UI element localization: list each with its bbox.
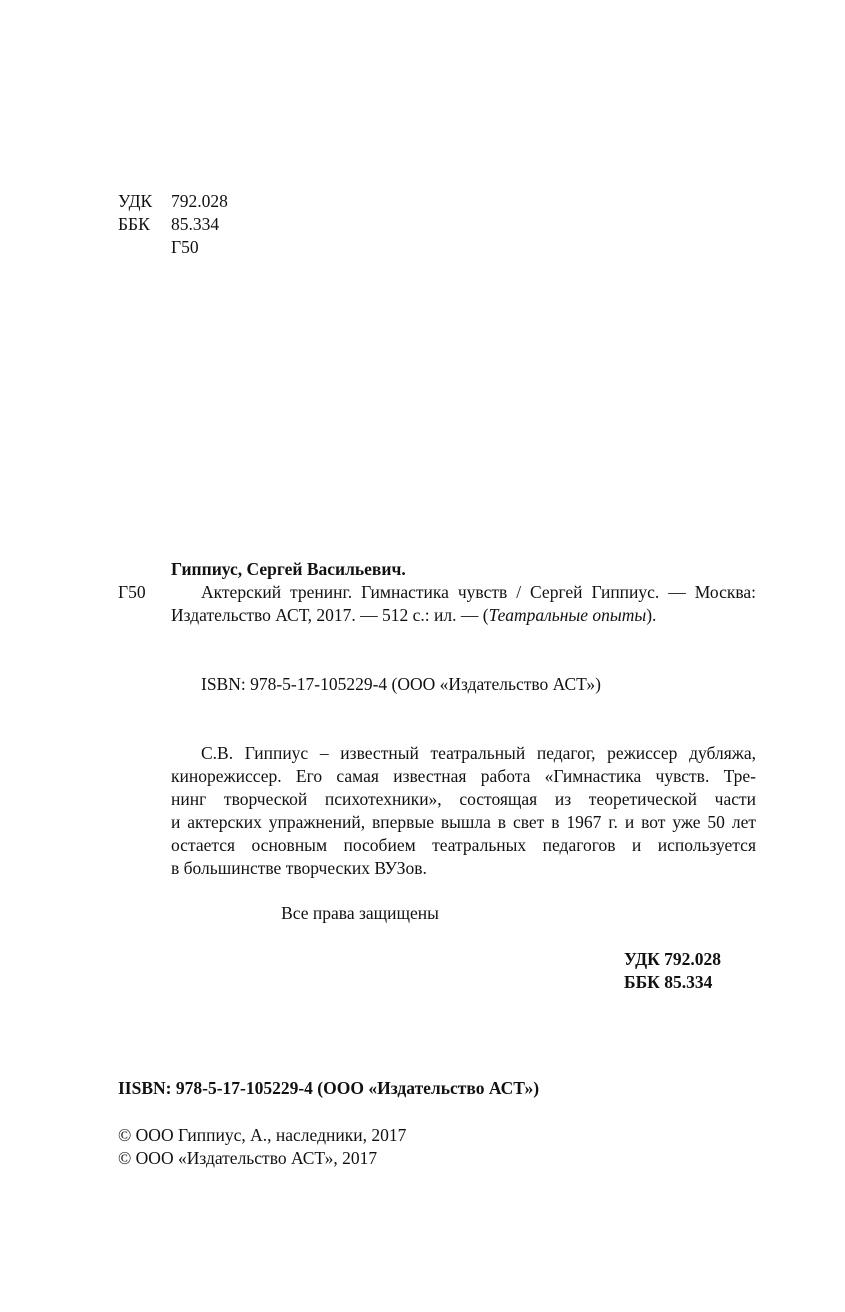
record-line-1: Актерский тренинг. Гимнастика чувств / Сергей Гиппиус. — Москва: <box>201 582 756 602</box>
annotation-line: С.В. Гиппиус – известный театральный педагог, режиссер дубляжа, <box>201 743 756 763</box>
record-isbn: ISBN: 978-5-17-105229-4 (ООО «Издательство АСТ») <box>201 674 601 694</box>
annotation-line: кинорежиссер. Его самая известная работа «Гимнастика чувств. Тре- <box>171 766 756 786</box>
series-title: Театральные опыты <box>488 605 647 625</box>
record-line-2 <box>171 604 756 627</box>
author-mark: Г50 <box>171 237 199 257</box>
annotation-line: остается основным пособием театральных педагогов и используется <box>171 835 756 855</box>
copyright-line-1: © ООО Гиппиус, А., наследники, 2017 <box>118 1125 407 1145</box>
copyright-line-2: © ООО «Издательство АСТ», 2017 <box>118 1148 378 1168</box>
annotation-line: и актерских упражнений, впервые вышла в свет в 1967 г. и вот уже 50 лет <box>171 812 756 832</box>
bold-classification-codes <box>624 948 721 994</box>
bold-isbn: IISBN: 978-5-17-105229-4 (ООО «Издательство АСТ») <box>118 1078 540 1098</box>
record-description <box>171 581 756 627</box>
bold-bbk: ББК 85.334 <box>624 972 713 992</box>
bold-udk: УДК 792.028 <box>624 949 722 969</box>
copyright-block <box>118 1124 406 1170</box>
udk-value: 792.028 <box>171 191 228 211</box>
bbk-value: 85.334 <box>171 214 220 234</box>
udk-label: УДК <box>118 191 153 211</box>
bbk-label: ББК <box>118 214 150 234</box>
record-line-2-prefix: Издательство АСТ, 2017. — 512 с.: ил. — ( <box>171 605 489 625</box>
annotation <box>171 742 756 880</box>
record-author: Гиппиус, Сергей Васильевич. <box>171 559 406 579</box>
annotation-line: в большинстве творческих ВУЗов. <box>171 858 427 878</box>
record-line-2-suffix: ). <box>646 605 657 625</box>
rights-notice: Все права защищены <box>281 903 439 923</box>
record-mark: Г50 <box>118 582 146 602</box>
annotation-line: нинг творческой психотехники», состоящая из теоретической части <box>171 789 756 809</box>
